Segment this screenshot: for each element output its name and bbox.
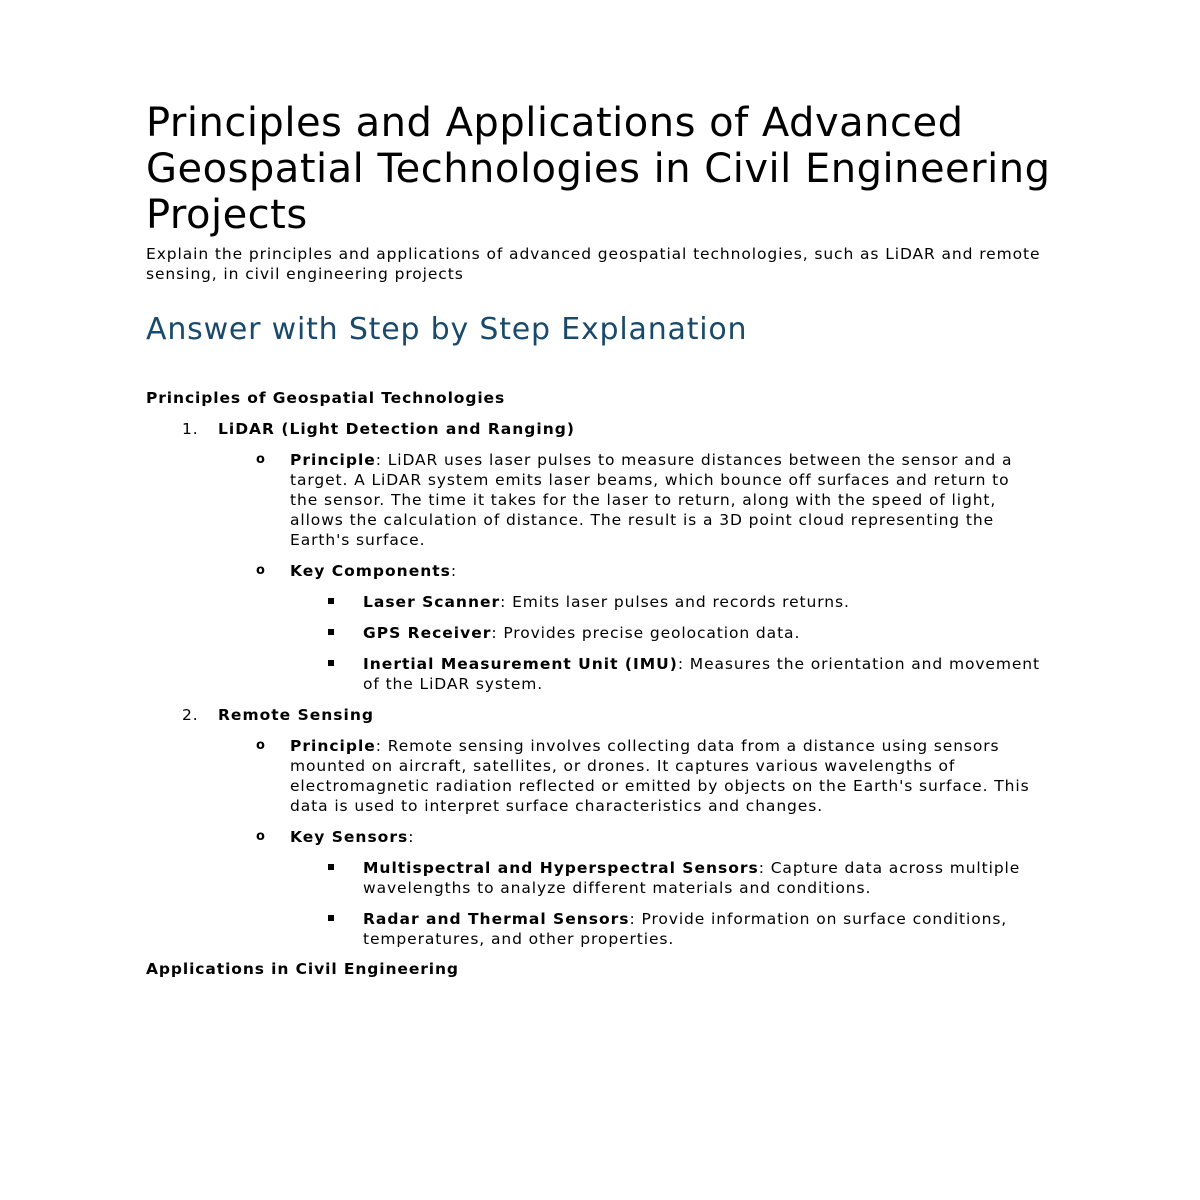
- list-item-sensor: [146, 858, 1043, 898]
- list-item-component: [146, 623, 1043, 643]
- remote-sensing-heading: Remote Sensing: [218, 706, 374, 724]
- list-item-component: [146, 592, 1043, 612]
- document-subtitle: Explain the principles and applications of advanced geospatial technologies, such as LiDAR and remote sensing, in civil engineering projects: [146, 245, 1041, 283]
- square-bullet-icon: [328, 598, 334, 604]
- remote-sensing-principle: [146, 736, 1040, 816]
- component-text: : Provides precise geolocation data.: [491, 624, 801, 642]
- list-item-remote-sensing: [146, 705, 1061, 725]
- lidar-heading: LiDAR (Light Detection and Ranging): [218, 420, 575, 438]
- answer-heading: Answer with Step by Step Explanation: [146, 312, 748, 347]
- lidar-key-components: [146, 561, 1040, 581]
- key-sensors-label: Key Sensors: [290, 828, 409, 846]
- key-components-colon: :: [450, 562, 458, 580]
- key-sensors-colon: :: [408, 828, 415, 846]
- square-bullet-icon: [328, 629, 334, 635]
- component-label: Laser Scanner: [363, 593, 501, 611]
- square-bullet-icon: [328, 660, 334, 666]
- circle-bullet-icon: o: [256, 452, 266, 467]
- document-title: Principles and Applications of Advanced Geospatial Technologies in Civil Engineering Projects: [146, 100, 1051, 238]
- list-item-lidar: [146, 419, 1061, 439]
- sensor-text: : Capture data across multiple wavelengths to analyze different materials and conditions.: [363, 859, 1021, 897]
- sensor-label: Multispectral and Hyperspectral Sensors: [363, 859, 759, 877]
- circle-bullet-icon: o: [256, 829, 266, 844]
- list-item-sensor: [146, 909, 1043, 949]
- lidar-principle: [146, 450, 1040, 550]
- component-text: : Emits laser pulses and records returns.: [500, 593, 850, 611]
- document-content: [146, 100, 1061, 979]
- principle-text: : Remote sensing involves collecting data from a distance using sensors mounted on aircraft, satellites, or drones. It captures various wavelengths of electromagnetic radiation reflected or emitted by objects on the Earth's surface. This data is used to interpret surface characteristics and changes.: [290, 737, 1030, 815]
- circle-bullet-icon: o: [256, 563, 266, 578]
- section-heading-principles: Principles of Geospatial Technologies: [146, 389, 506, 407]
- key-components-label: Key Components: [290, 562, 451, 580]
- principle-label: Principle: [290, 451, 376, 469]
- sensor-text: : Provide information on surface conditions, temperatures, and other properties.: [363, 910, 1008, 948]
- list-item-component: [146, 654, 1043, 694]
- remote-sensing-key-sensors: [146, 827, 1040, 847]
- list-number: 1.: [182, 420, 199, 438]
- component-text: : Measures the orientation and movement of the LiDAR system.: [363, 655, 1040, 693]
- square-bullet-icon: [328, 915, 334, 921]
- circle-bullet-icon: o: [256, 738, 266, 753]
- principle-label: Principle: [290, 737, 376, 755]
- square-bullet-icon: [328, 864, 334, 870]
- section-heading-applications: Applications in Civil Engineering: [146, 960, 459, 978]
- component-label: GPS Receiver: [363, 624, 492, 642]
- sensor-label: Radar and Thermal Sensors: [363, 910, 630, 928]
- component-label: Inertial Measurement Unit (IMU): [363, 655, 678, 673]
- list-number: 2.: [182, 706, 199, 724]
- principle-text: : LiDAR uses laser pulses to measure distances between the sensor and a target. A LiDAR system emits laser beams, which bounce off surfaces and return to the sensor. The time it takes for the laser to return, along with the speed of light, allows the calculation of distance. The result is a 3D point cloud representing the Earth's surface.: [290, 451, 1013, 549]
